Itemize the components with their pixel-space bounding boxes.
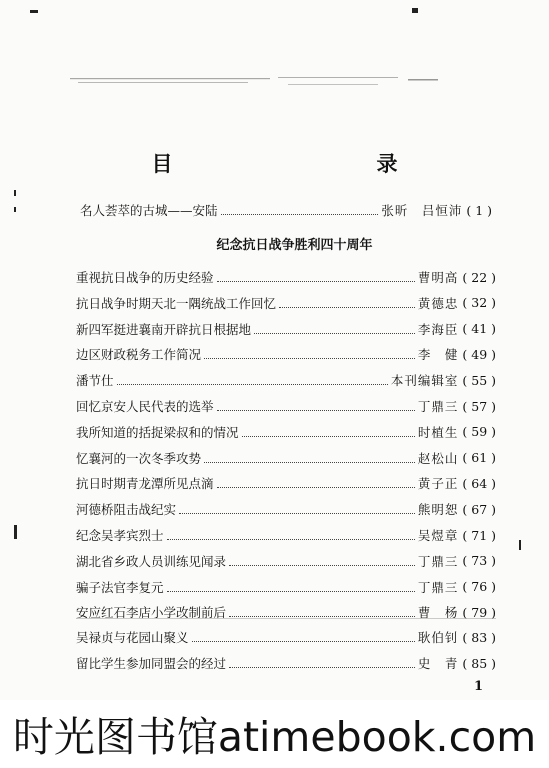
entry-page: ( 49 ) <box>462 346 496 362</box>
entry-page: ( 79 ) <box>462 604 496 620</box>
dot-leader <box>242 427 415 437</box>
entry-page: ( 73 ) <box>462 553 496 569</box>
dot-leader <box>167 530 415 540</box>
entry-author: 曹 杨 <box>417 605 459 621</box>
entry-title: 我所知道的括捉梁叔和的情况 <box>76 424 239 440</box>
entry-author: 李海臣 <box>417 321 459 337</box>
section-separator <box>76 618 496 619</box>
scan-speck <box>519 540 521 550</box>
dot-leader <box>204 349 415 359</box>
entry-title: 河德桥阻击战纪实 <box>76 502 177 518</box>
dot-leader <box>217 272 415 282</box>
toc-entry[interactable] <box>76 345 496 363</box>
entry-author: 时植生 <box>417 424 459 440</box>
entry-title: 潘节仕 <box>76 373 114 389</box>
toc-entry[interactable] <box>76 423 496 441</box>
dot-leader <box>229 658 415 668</box>
entry-title: 留比学生参加同盟会的经过 <box>76 656 227 671</box>
dot-leader <box>229 607 415 617</box>
scan-speck <box>14 207 16 212</box>
dot-leader <box>167 582 415 592</box>
entry-title: 重视抗日战争的历史经验 <box>76 270 214 285</box>
toc-entry[interactable] <box>76 578 496 596</box>
entry-page: ( 57 ) <box>462 398 496 414</box>
dot-leader <box>192 632 415 642</box>
entry-author: 本刊编辑室 <box>390 373 459 389</box>
entry-author: 张昕 吕恒沛 <box>381 203 463 218</box>
entry-page: ( 64 ) <box>462 475 496 491</box>
toc-entry[interactable] <box>76 628 496 646</box>
entry-title: 湖北省乡政人员训练见闻录 <box>76 553 227 569</box>
dot-leader <box>217 401 415 411</box>
entry-title: 安应红石李店小学改制前后 <box>76 605 227 621</box>
entry-author: 熊明恕 <box>417 502 459 518</box>
scan-speck <box>14 190 16 196</box>
entry-page: ( 61 ) <box>462 450 496 466</box>
entry-title: 回忆京安人民代表的选举 <box>76 399 214 414</box>
entry-author: 李 健 <box>417 347 459 363</box>
toc-title: 目 录 <box>151 151 452 176</box>
entry-title: 吴禄贞与花园山聚义 <box>76 630 189 645</box>
watermark-text: 时光图书馆atimebook.com <box>12 713 537 761</box>
dot-leader <box>117 375 388 385</box>
entry-title: 骗子法官李复元 <box>76 579 164 595</box>
toc-entry[interactable] <box>76 552 496 570</box>
toc-entry[interactable] <box>76 268 496 286</box>
entry-page: ( 55 ) <box>462 372 496 388</box>
toc-entry-intro[interactable] <box>80 201 492 219</box>
toc-entry[interactable] <box>76 654 496 672</box>
entry-page: ( 71 ) <box>462 527 496 543</box>
entry-title: 新四军挺进襄南开辟抗日根据地 <box>76 321 252 337</box>
entry-page: ( 85 ) <box>462 655 496 671</box>
entry-page: ( 1 ) <box>466 202 492 218</box>
entry-page: ( 67 ) <box>462 501 496 517</box>
entry-title: 忆襄河的一次冬季攻势 <box>76 450 202 466</box>
entry-author: 曹明高 <box>417 270 459 285</box>
entry-author: 丁鼎三 <box>417 553 459 569</box>
entry-page: ( 32 ) <box>462 295 496 311</box>
entry-author: 丁鼎三 <box>417 399 459 414</box>
page-number: 1 <box>474 679 484 694</box>
entry-page: ( 76 ) <box>462 579 496 595</box>
entry-author: 黄德忠 <box>417 295 459 311</box>
entry-title: 抗日战争时期天北一隅统战工作回忆 <box>76 295 277 311</box>
dot-leader <box>221 205 379 215</box>
entry-title: 名人荟萃的古城——安陆 <box>80 203 218 218</box>
toc-entry[interactable] <box>76 320 496 338</box>
dot-leader <box>179 504 415 514</box>
scan-speck <box>412 8 418 13</box>
scan-speck <box>14 525 17 539</box>
entry-author: 黄子正 <box>417 476 459 492</box>
toc-entry[interactable] <box>76 500 496 518</box>
scan-speck <box>30 10 38 13</box>
toc-entry[interactable] <box>76 474 496 492</box>
entry-page: ( 83 ) <box>462 629 496 645</box>
entry-page: ( 59 ) <box>462 424 496 440</box>
toc-entry[interactable] <box>76 371 496 389</box>
dot-leader <box>229 556 415 566</box>
entry-author: 耿伯钊 <box>417 630 459 645</box>
dot-leader <box>204 453 415 463</box>
toc-entry[interactable] <box>76 397 496 415</box>
dot-leader <box>279 298 415 308</box>
entry-author: 吴煜章 <box>417 528 459 543</box>
entry-author: 丁鼎三 <box>417 579 459 595</box>
entry-page: ( 41 ) <box>462 321 496 337</box>
scan-noise <box>68 75 458 91</box>
toc-entry[interactable] <box>76 294 496 312</box>
entry-page: ( 22 ) <box>462 269 496 285</box>
section-heading: 纪念抗日战争胜利四十周年 <box>216 238 373 253</box>
toc-entry[interactable] <box>76 449 496 467</box>
entry-author: 赵松山 <box>417 450 459 466</box>
entry-title: 边区财政税务工作简况 <box>76 347 202 363</box>
dot-leader <box>254 324 415 334</box>
dot-leader <box>217 478 415 488</box>
entry-title: 抗日时期青龙潭所见点滴 <box>76 476 214 492</box>
toc-entry[interactable] <box>76 526 496 544</box>
entry-title: 纪念吴孝宾烈士 <box>76 528 164 543</box>
entry-author: 史 青 <box>417 656 459 671</box>
